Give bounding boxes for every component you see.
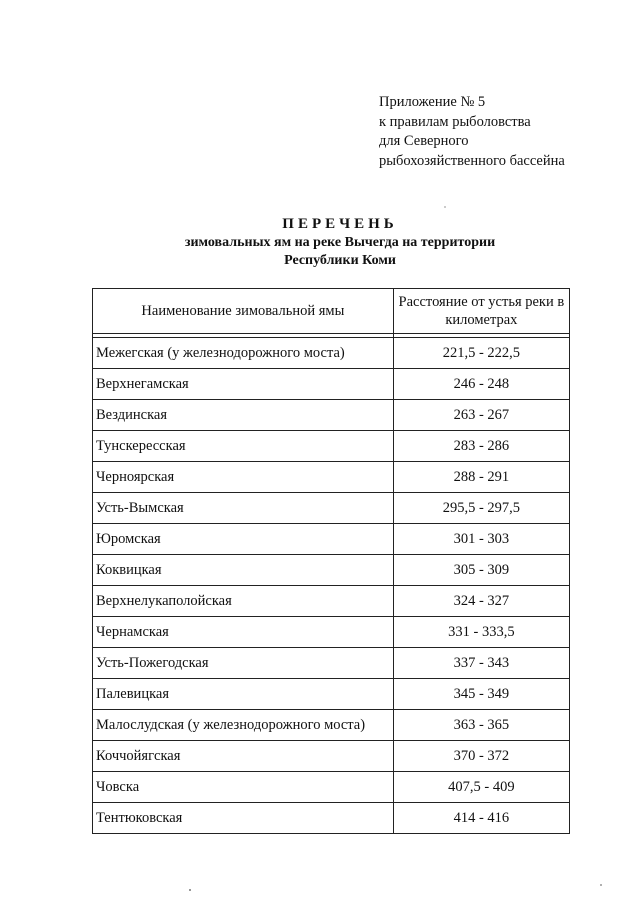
scan-speck [189, 889, 191, 891]
table-row [93, 400, 570, 431]
table-row [93, 679, 570, 710]
distance-cell: 301 - 303 [393, 524, 569, 555]
pit-name-cell: Палевицкая [93, 679, 394, 710]
document-title [80, 214, 600, 270]
distance-cell: 414 - 416 [393, 803, 569, 834]
distance-cell: 345 - 349 [393, 679, 569, 710]
wintering-pits-table [92, 288, 570, 834]
distance-cell: 295,5 - 297,5 [393, 493, 569, 524]
table-row [93, 803, 570, 834]
distance-cell: 305 - 309 [393, 555, 569, 586]
distance-cell: 331 - 333,5 [393, 617, 569, 648]
pit-name-cell: Черноярская [93, 462, 394, 493]
appendix-note [379, 93, 565, 171]
distance-cell: 283 - 286 [393, 431, 569, 462]
appendix-line-3: для Северного [379, 133, 469, 149]
table-row [93, 462, 570, 493]
pit-name-cell: Верхнелукаполойская [93, 586, 394, 617]
appendix-line-1: Приложение № 5 [379, 94, 486, 110]
pit-name-cell: Коччойягская [93, 741, 394, 772]
table-row [93, 431, 570, 462]
header-pit-name: Наименование зимовальной ямы [93, 289, 394, 334]
distance-cell: 370 - 372 [393, 741, 569, 772]
distance-cell: 337 - 343 [393, 648, 569, 679]
table-row [93, 772, 570, 803]
scan-speck [600, 884, 602, 886]
distance-cell: 324 - 327 [393, 586, 569, 617]
table-row [93, 493, 570, 524]
table-row [93, 741, 570, 772]
table-row [93, 586, 570, 617]
pit-name-cell: Коквицкая [93, 555, 394, 586]
pit-name-cell: Межегская (у железнодорожного моста) [93, 338, 394, 369]
table-row [93, 648, 570, 679]
distance-cell: 363 - 365 [393, 710, 569, 741]
distance-cell: 407,5 - 409 [393, 772, 569, 803]
pit-name-cell: Чернамская [93, 617, 394, 648]
scan-speck [444, 206, 446, 208]
table-header-row [93, 289, 570, 334]
pit-name-cell: Усть-Вымская [93, 493, 394, 524]
title-main: ПЕРЕЧЕНЬ [282, 216, 398, 232]
table-row [93, 524, 570, 555]
table-row [93, 617, 570, 648]
distance-cell: 221,5 - 222,5 [393, 338, 569, 369]
title-subtitle-line-1: зимовальных ям на реке Вычегда на территории [184, 235, 496, 250]
distance-cell: 263 - 267 [393, 400, 569, 431]
appendix-line-4: рыбохозяйственного бассейна [379, 152, 565, 169]
pit-name-cell: Юромская [93, 524, 394, 555]
pit-name-cell: Малослудская (у железнодорожного моста) [93, 710, 394, 741]
header-distance: Расстояние от устья реки в километрах [393, 289, 569, 334]
pit-name-cell: Човска [93, 772, 394, 803]
distance-cell: 246 - 248 [393, 369, 569, 400]
title-subtitle-line-2: Республики Коми [284, 253, 396, 268]
pit-name-cell: Тунскересская [93, 431, 394, 462]
pit-name-cell: Верхнегамская [93, 369, 394, 400]
table-row [93, 369, 570, 400]
pit-name-cell: Вездинская [93, 400, 394, 431]
pit-name-cell: Усть-Пожегодская [93, 648, 394, 679]
table-row [93, 710, 570, 741]
table-row [93, 555, 570, 586]
pit-name-cell: Тентюковская [93, 803, 394, 834]
table-row [93, 338, 570, 369]
distance-cell: 288 - 291 [393, 462, 569, 493]
appendix-line-2: к правилам рыболовства [379, 113, 531, 130]
